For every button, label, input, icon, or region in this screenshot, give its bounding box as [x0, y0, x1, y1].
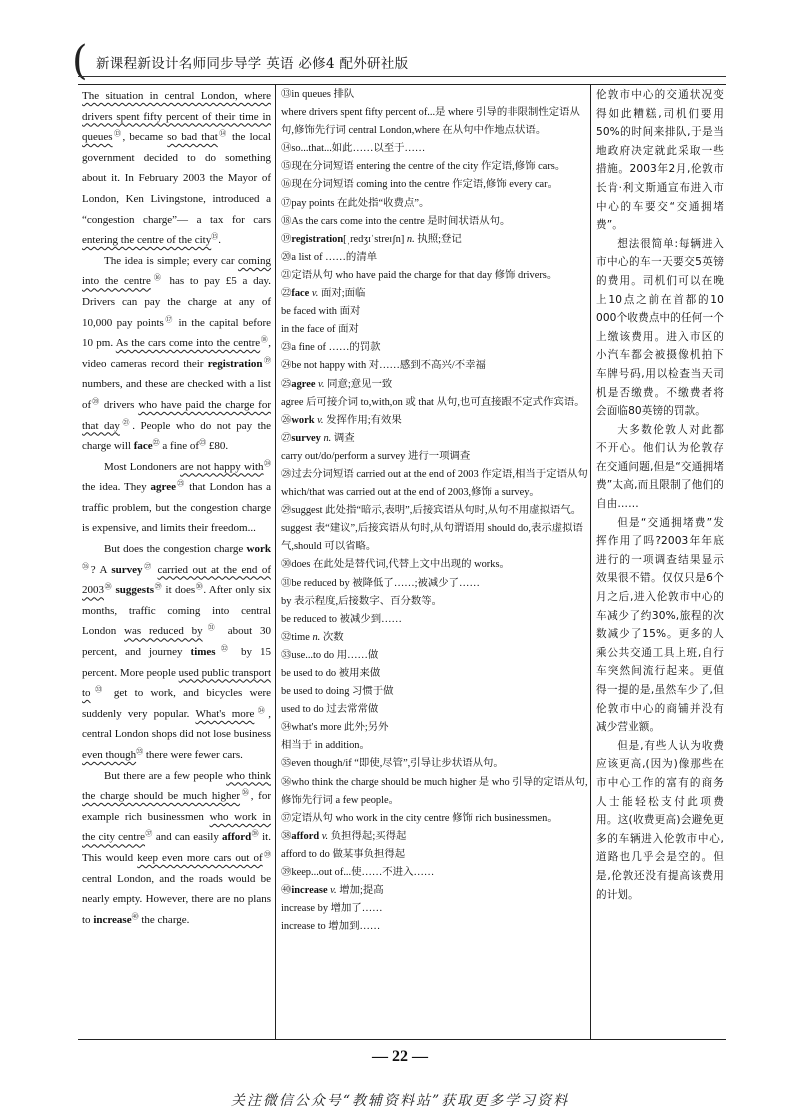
text-run: increase — [291, 885, 328, 897]
note-marker: ⑮ — [211, 232, 219, 241]
text-run: 面对;面临 — [318, 288, 366, 300]
text-run: ㊴keep...out of...使……不进入…… — [281, 867, 435, 879]
note-marker: ㊱ — [240, 788, 251, 797]
note-marker: ⑰ — [163, 314, 175, 323]
text-run: ㉔be not happy with 对……感到不高兴/不幸福 — [281, 360, 486, 372]
note-marker: ㉛ — [202, 623, 220, 632]
text-run: ⑬in queues 排队 — [281, 89, 355, 100]
text-run: 增加;提高 — [336, 885, 384, 897]
text-run: But does the congestion charge — [104, 543, 247, 556]
note-item — [281, 339, 590, 357]
text-run: ㉘过去分词短语 carried out at the end of 2003 作定语,相当于定语从句 which/that was carried out at the end of 2003,修饰 a survey。 — [281, 468, 588, 499]
note-item — [281, 520, 590, 556]
text-run: the local government decided to do something about it. In February 2003 the Mayor of London, Ken Livingstone, introduced a “congestion charge”— a tax for cars — [82, 131, 271, 226]
note-marker: ⑲ — [262, 356, 272, 365]
text-run: by 表示程度,后接数字、百分数等。 — [281, 595, 443, 607]
note-item — [281, 737, 590, 755]
text-run: ⑭so...that...如此……以至于…… — [281, 143, 426, 155]
note-item — [281, 900, 590, 918]
text-run: 调查 — [331, 432, 355, 444]
text-run: get to work, and bicycles were suddenly very popular. — [82, 687, 271, 720]
note-item — [281, 303, 590, 321]
text-run: ㉟even though/if “即使,尽管”,引导让步状语从句。 — [281, 758, 504, 770]
text-run: ㉙suggest 此处指“暗示,表明”,后接宾语从句时,从句不用虚拟语气。 — [281, 505, 582, 517]
text-run: ㊱who think the charge should be much higher 是 who 引导的定语从句,修饰先行词 a few people。 — [281, 776, 588, 806]
underlined-phrase: was reduced by — [124, 625, 203, 638]
text-run: suggests — [115, 584, 155, 597]
text-run: ㉚does 在此处是替代词,代替上文中出现的 works。 — [281, 559, 510, 571]
text-run: by 15 percent. More people — [82, 646, 272, 679]
note-marker: ㉟ — [136, 747, 144, 756]
note-marker: ㊲ — [145, 829, 153, 838]
page-header — [72, 38, 726, 84]
note-item — [281, 683, 590, 701]
text-run: Most Londoners — [104, 460, 181, 473]
text-run: work — [246, 543, 271, 556]
underlined-phrase: As the cars come into the centre — [115, 337, 261, 350]
note-item — [281, 846, 590, 864]
text-run: 负担得起;买得起 — [328, 830, 407, 842]
translation-paragraph: 想法很简单:每辆进入市中心的车一天要交5英镑的费用。司机们可以在晚上10点之前在首都的10 000个收费点中的任何一个上缴该费用。进入市区的小汽车都会被摄像机拍下车牌号码,用以检查当天司机是否缴费。不缴费者将会面临80英镑的罚款。 — [596, 237, 724, 418]
passage-paragraph — [82, 539, 271, 766]
underlined-phrase: so bad that — [167, 131, 218, 144]
text-run: v. — [318, 378, 325, 390]
text-run: registration — [207, 357, 263, 370]
text-run: suggest 表“建议”,后接宾语从句时,从句谓语用 should do,表示虚拟语气,should 可以省略。 — [281, 523, 583, 553]
text-run: ㉛be reduced by 被降低了……;被减少了…… — [281, 577, 480, 589]
note-item — [281, 774, 590, 810]
note-marker: ㉙ — [154, 582, 163, 591]
note-marker: ㉘ — [104, 582, 113, 591]
column-divider-2 — [590, 85, 591, 1039]
note-marker: ㉗ — [142, 562, 154, 570]
note-item — [281, 195, 590, 213]
underlined-phrase: who work in the city centre — [82, 810, 271, 844]
translation-paragraph: 伦敦市中心的交通状况变得如此糟糕,司机们要用50%的时间来排队,于是当地政府决定就此采取一些措施。2003年2月,伦敦市长肯·利文斯通宣布进入市中心的车要交“交通拥堵费”。 — [596, 89, 724, 232]
note-marker: ㉞ — [254, 706, 269, 715]
text-run: ㊵ — [281, 885, 292, 897]
text-run: ⑲ — [281, 233, 292, 245]
text-run: ㉞what's more 此外;另外 — [281, 722, 389, 734]
text-run: ㉒ — [281, 288, 292, 300]
text-run: the charge. — [138, 913, 190, 926]
text-run: ㉓a fine of ……的罚款 — [281, 342, 381, 354]
note-item — [281, 719, 590, 737]
text-run: afford to do 做某事负担得起 — [281, 848, 406, 860]
text-run: survey — [111, 563, 143, 576]
note-marker: ㉑ — [119, 417, 133, 426]
text-run: ㉜time — [281, 631, 313, 643]
note-item — [281, 755, 590, 773]
notes-column — [281, 86, 590, 936]
text-run: times — [190, 646, 216, 659]
text-run: be used to do 被用来做 — [281, 668, 381, 679]
note-marker: ㉓ — [199, 438, 207, 447]
translation-paragraph: 但是“交通拥堵费”发挥作用了吗?2003年年底进行的一项调查结果显示效果很不错。仅仅只是6个月之后,进入伦敦市中心的车减少了约30%,旅程的次数减少了15%。更多的人乘公共交通工具上班,自行车突然间流行起来。更值得一提的是,虽然车少了,但伦敦市中心的商铺并没有减少营业额。 — [596, 516, 724, 734]
text-run: . After only six months, traffic coming into central London — [82, 584, 272, 638]
note-item — [281, 376, 590, 394]
text-run: 执照;登记 — [414, 233, 462, 245]
text-run: £80. — [206, 440, 229, 453]
passage-paragraph — [82, 766, 271, 931]
note-item — [281, 864, 590, 882]
text-run: registration — [291, 233, 344, 245]
text-run: be used to doing 习惯于做 — [281, 686, 394, 698]
note-item — [281, 285, 590, 303]
text-run: , for example rich businessmen — [82, 790, 272, 823]
underlined-phrase: used public transport to — [82, 666, 272, 700]
note-item — [281, 394, 590, 412]
text-run: in the face of 面对 — [281, 324, 359, 336]
text-run: ? A — [90, 563, 112, 576]
underlined-phrase: who think the charge should be much higher — [82, 769, 271, 803]
note-item — [281, 412, 590, 430]
text-run: face — [133, 440, 153, 453]
note-marker: ㉝ — [90, 685, 107, 694]
text-run: drivers — [100, 398, 139, 411]
text-run: n. — [312, 631, 321, 643]
text-run: numbers, and these are checked with a list of — [82, 378, 271, 411]
text-run: ⑰pay points 在此处指“收费点”。 — [281, 197, 430, 209]
translation-column — [596, 86, 724, 904]
column-divider-1 — [275, 85, 276, 1039]
note-item — [281, 213, 590, 231]
note-item — [281, 593, 590, 611]
header-brace-icon: ( — [72, 38, 88, 84]
note-marker: ⑬ — [112, 129, 123, 138]
note-marker: ㉔ — [263, 459, 271, 468]
note-marker: ㊴ — [262, 850, 271, 859]
text-run: ⑮现在分词短语 entering the centre of the city 作定语,修饰 cars。 — [281, 161, 566, 173]
text-run: ㉖ — [281, 414, 292, 426]
text-run: carry out/do/perform a survey 进行一项调查 — [281, 450, 471, 462]
note-item — [281, 321, 590, 339]
note-marker: ⑯ — [150, 273, 164, 282]
passage-column — [82, 86, 271, 930]
text-run: n. — [323, 432, 332, 444]
text-run: 发挥作用;有效果 — [323, 414, 402, 426]
text-run: a fine of — [159, 440, 200, 453]
text-run: there were fewer cars. — [143, 749, 243, 761]
text-run: v. — [321, 830, 329, 842]
text-run: about 30 percent, and journey — [82, 625, 271, 659]
text-run: afford — [291, 830, 320, 842]
footer-note: 关注微信公众号“教辅资料站”获取更多学习资料 — [230, 1093, 570, 1109]
underlined-phrase: who have paid the charge for that day — [82, 398, 271, 432]
note-item — [281, 810, 590, 828]
text-run: ㉝use...to do 用……做 — [281, 649, 379, 661]
note-item — [281, 882, 590, 900]
note-item — [281, 176, 590, 194]
text-run: The idea is simple; every car — [104, 254, 238, 267]
note-item — [281, 249, 590, 267]
note-marker: ⑭ — [217, 129, 228, 138]
text-run: ㉑定语从句 who have paid the charge for that day 修饰 drivers。 — [281, 269, 558, 281]
underlined-phrase: carried out at the end of 2003 — [82, 563, 272, 597]
text-run: used to do 过去常常做 — [281, 704, 379, 716]
note-marker: ㉜ — [215, 644, 234, 653]
translation-paragraph: 大多数伦敦人对此都不开心。他们认为伦敦存在交通问题,但是“交通拥堵费”太高,而且限制了他们的自由…… — [596, 423, 724, 511]
note-marker: ⑱ — [260, 335, 269, 344]
note-item — [281, 701, 590, 719]
text-run: be reduced to 被减少到…… — [281, 613, 402, 625]
text-run: in the capital before 10 pm. — [82, 316, 271, 350]
text-run: central London, and the roads would be nearly empty. However, there are no plans to — [82, 872, 271, 926]
underlined-phrase: entering the centre of the city — [82, 234, 212, 247]
text-run: survey — [291, 432, 321, 444]
note-item — [281, 231, 590, 249]
note-item — [281, 647, 590, 665]
text-run: agree — [150, 481, 176, 494]
text-run: increase — [93, 913, 132, 926]
text-run: n. — [406, 233, 415, 245]
text-run: it does — [162, 584, 196, 597]
note-item — [281, 140, 590, 158]
text-run: agree — [291, 378, 316, 390]
note-item — [281, 448, 590, 466]
note-item — [281, 357, 590, 375]
text-run: , video cameras record their — [82, 337, 272, 370]
note-item — [281, 918, 590, 936]
note-item — [281, 158, 590, 176]
text-run: ㉗ — [281, 432, 292, 444]
text-run: increase by 增加了…… — [281, 903, 383, 915]
text-run: 相当于 in addition。 — [281, 740, 370, 752]
underlined-phrase: coming into the centre — [82, 254, 271, 288]
text-run: . — [218, 234, 221, 247]
text-run: . People who do not pay the charge will — [82, 419, 272, 453]
text-run: be faced with 面对 — [281, 306, 361, 318]
text-run: and can easily — [152, 831, 222, 844]
note-item — [281, 556, 590, 574]
page-number: — 22 — — [372, 1048, 428, 1065]
note-item — [281, 267, 590, 285]
text-run: ⑯现在分词短语 coming into the centre 作定语,修饰 every car。 — [281, 179, 559, 191]
note-marker: ⑳ — [91, 397, 101, 406]
note-marker: ㉚ — [195, 582, 204, 591]
underlined-phrase: The situation in central London, where drivers spent fifty percent of their time in queues — [82, 90, 271, 144]
text-run: afford — [221, 831, 252, 844]
note-item — [281, 104, 590, 140]
note-item — [281, 665, 590, 683]
text-run: v. — [311, 288, 319, 300]
note-marker: ㊳ — [251, 829, 260, 838]
text-run: 次数 — [320, 631, 344, 643]
text-run: ㊲定语从句 who work in the city centre 修饰 rich businessmen。 — [281, 812, 558, 824]
text-run: ⑳a list of ……的清单 — [281, 251, 378, 263]
text-run: ⑱As the cars come into the centre 是时间状语从句。 — [281, 215, 511, 227]
text-run: v. — [317, 414, 324, 426]
note-marker: ㉕ — [176, 479, 186, 488]
text-run: increase to 增加到…… — [281, 921, 381, 933]
note-item — [281, 611, 590, 629]
text-run: [ˌredʒɪˈstreɪʃn] — [343, 233, 407, 245]
text-run: that London has a traffic problem, but the congestion charge is expensive, and limits their freedom... — [82, 481, 272, 535]
text-run: ㊳ — [281, 830, 292, 842]
text-run: has to pay £5 a day. Drivers can pay the charge at any of 10,000 pay points — [82, 275, 272, 329]
underlined-phrase: even though — [82, 749, 137, 761]
note-item — [281, 828, 590, 846]
text-run: ㉕ — [281, 378, 292, 390]
text-run: 同意;意见一致 — [324, 378, 393, 390]
note-item — [281, 502, 590, 520]
note-item — [281, 86, 590, 104]
header-title: 新课程新设计名师同步导学 英语 必修4 配外研社版 — [96, 56, 409, 72]
underlined-phrase: are not happy with — [180, 460, 264, 473]
text-run: face — [291, 288, 310, 300]
text-run: it. This would — [82, 831, 271, 864]
text-run: But there are a few people — [104, 769, 227, 782]
text-run: v. — [330, 885, 337, 897]
text-run: , central London shops did not lose business — [82, 707, 272, 741]
text-run: work — [291, 414, 315, 426]
translation-paragraph: 但是,有些人认为收费应该更高,(因为)像那些在市中心工作的富有的商务人士能轻松支付此项费用。这(收费更高)会避免更多的车辆进入伦敦市中心,道路也几乎会是空的。但是,伦敦还没有提高该费用的计划。 — [596, 739, 724, 901]
text-run: agree 后可接介词 to,with,on 或 that 从句,也可直接跟不定式作宾语。 — [281, 396, 585, 408]
note-marker: ㉒ — [152, 438, 160, 447]
passage-paragraph — [82, 86, 271, 251]
header-rule — [78, 76, 726, 77]
note-item — [281, 430, 590, 448]
note-marker: ㉖ — [82, 562, 91, 570]
passage-paragraph — [82, 457, 271, 539]
underlined-phrase: keep even more cars out of — [137, 851, 263, 864]
text-run: the idea. They — [82, 481, 151, 494]
note-item — [281, 629, 590, 647]
underlined-phrase: What's more — [195, 707, 255, 720]
note-marker: ㊵ — [131, 912, 139, 921]
text-run: , became — [122, 131, 168, 144]
note-item — [281, 575, 590, 593]
note-item — [281, 466, 590, 502]
text-run: where drivers spent fifty percent of...是 where 引导的非限制性定语从句,修饰先行词 central London,where 在从句中作地点状语。 — [281, 107, 580, 137]
passage-paragraph — [82, 251, 271, 457]
